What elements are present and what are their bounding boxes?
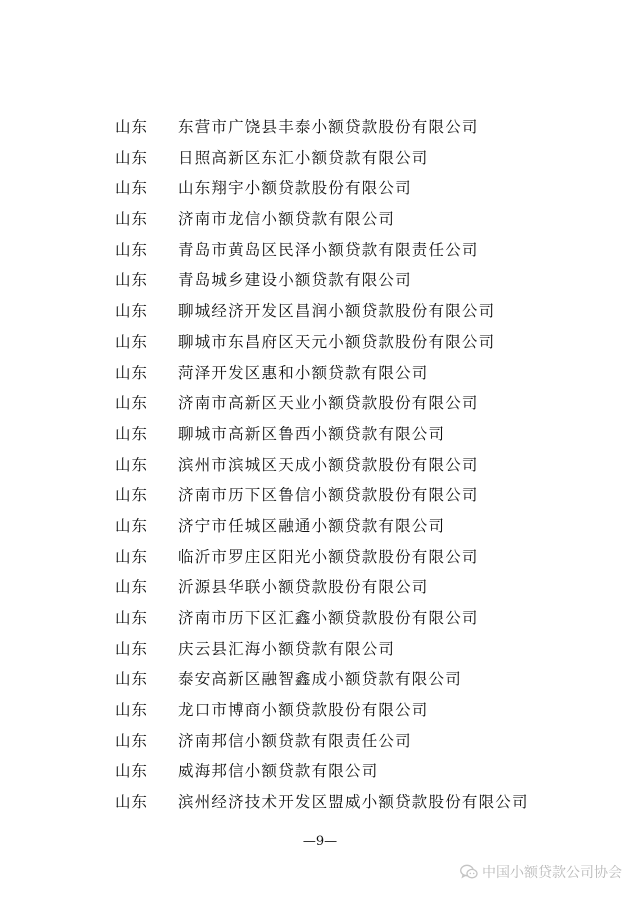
- province-label: 山东: [115, 240, 149, 259]
- list-item: [0, 327, 640, 358]
- list-item: [0, 787, 640, 818]
- company-name: 青岛市黄岛区民泽小额贷款有限责任公司: [178, 240, 479, 259]
- company-name: 沂源县华联小额贷款股份有限公司: [178, 578, 429, 597]
- province-label: 山东: [115, 670, 149, 689]
- list-item: [0, 634, 640, 665]
- page-number: —9—: [302, 834, 338, 849]
- province-label: 山东: [115, 731, 149, 750]
- province-label: 山东: [115, 148, 149, 167]
- province-label: 山东: [115, 118, 149, 136]
- company-name: 济南邦信小额贷款有限责任公司: [178, 731, 412, 750]
- list-item: [0, 572, 640, 603]
- list-item: [0, 388, 640, 419]
- list-item: [0, 695, 640, 726]
- list-item: [0, 204, 640, 235]
- province-label: 山东: [115, 701, 149, 720]
- list-item: [0, 450, 640, 481]
- company-name: 龙口市博商小额贷款股份有限公司: [178, 701, 429, 720]
- watermark: [460, 862, 622, 882]
- list-item: [0, 726, 640, 757]
- province-label: 山东: [115, 578, 149, 597]
- province-label: 山东: [115, 486, 149, 505]
- province-label: 山东: [115, 302, 149, 321]
- province-label: 山东: [115, 424, 149, 443]
- company-list: [0, 112, 640, 818]
- list-item: [0, 664, 640, 695]
- list-item: [0, 511, 640, 542]
- watermark-text: 中国小额贷款公司协会: [482, 865, 622, 881]
- province-label: 山东: [115, 609, 149, 627]
- province-label: 山东: [115, 455, 149, 474]
- province-label: 山东: [115, 762, 149, 781]
- company-name: 威海邦信小额贷款有限公司: [178, 762, 379, 781]
- company-name: 济南市历下区汇鑫小额贷款股份有限公司: [178, 609, 479, 627]
- list-item: [0, 112, 640, 143]
- list-item: [0, 542, 640, 573]
- company-name: 济南市历下区鲁信小额贷款股份有限公司: [178, 486, 479, 505]
- company-name: 聊城市高新区鲁西小额贷款有限公司: [178, 424, 446, 443]
- province-label: 山东: [115, 332, 149, 351]
- company-name: 聊城经济开发区昌润小额贷款股份有限公司: [178, 302, 496, 321]
- province-label: 山东: [115, 394, 149, 413]
- list-item: [0, 480, 640, 511]
- company-name: 聊城市东昌府区天元小额贷款股份有限公司: [178, 332, 496, 351]
- list-item: [0, 358, 640, 389]
- province-label: 山东: [115, 547, 149, 566]
- list-item: [0, 173, 640, 204]
- company-name: 菏泽开发区惠和小额贷款有限公司: [178, 363, 429, 382]
- company-name: 济南市龙信小额贷款有限公司: [178, 210, 396, 229]
- province-label: 山东: [115, 179, 149, 198]
- province-label: 山东: [115, 793, 149, 812]
- province-label: 山东: [115, 271, 149, 290]
- company-name: 庆云县汇海小额贷款有限公司: [178, 639, 396, 658]
- list-item: [0, 235, 640, 266]
- company-name: 临沂市罗庄区阳光小额贷款股份有限公司: [178, 547, 479, 566]
- province-label: 山东: [115, 363, 149, 382]
- province-label: 山东: [115, 210, 149, 229]
- list-item: [0, 756, 640, 787]
- company-name: 青岛城乡建设小额贷款有限公司: [178, 271, 412, 290]
- list-item: [0, 265, 640, 296]
- company-name: 滨州经济技术开发区盟威小额贷款股份有限公司: [178, 793, 529, 812]
- wechat-bubble-icon: [460, 864, 478, 880]
- company-name: 济宁市任城区融通小额贷款有限公司: [178, 516, 446, 535]
- province-label: 山东: [115, 639, 149, 658]
- company-name: 滨州市滨城区天成小额贷款股份有限公司: [178, 455, 479, 474]
- list-item: [0, 419, 640, 450]
- list-item: [0, 603, 640, 634]
- company-name: 日照高新区东汇小额贷款有限公司: [178, 148, 429, 167]
- province-label: 山东: [115, 516, 149, 535]
- list-item: [0, 143, 640, 174]
- company-name: 东营市广饶县丰泰小额贷款股份有限公司: [178, 118, 479, 136]
- company-name: 泰安高新区融智鑫成小额贷款有限公司: [178, 670, 462, 689]
- list-item: [0, 296, 640, 327]
- company-name: 济南市高新区天业小额贷款股份有限公司: [178, 394, 479, 413]
- company-name: 山东翔宇小额贷款股份有限公司: [178, 179, 412, 198]
